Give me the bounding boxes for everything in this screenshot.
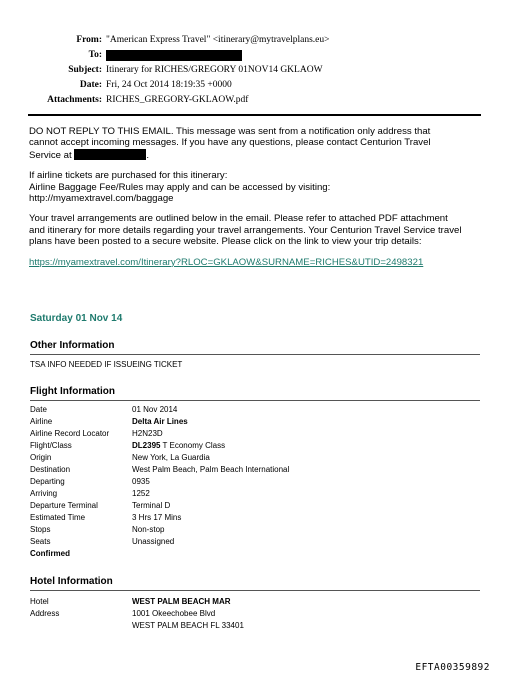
flight-detail-value: Delta Air Lines: [132, 417, 188, 426]
flight-detail-value: New York, La Guardia: [132, 453, 210, 462]
flight-detail-label: Airline Record Locator: [30, 429, 110, 438]
from-row: [0, 35, 512, 50]
section-divider: [30, 400, 480, 401]
redaction-bar: [74, 149, 146, 160]
flight-number: DL2395: [132, 441, 161, 450]
itinerary-link[interactable]: https://myamextravel.com/Itinerary?RLOC=GKLAOW&SURNAME=RICHES&UTID=2498321: [29, 256, 424, 268]
subject-row: [0, 65, 512, 80]
date-row: [0, 80, 512, 95]
flight-detail-label: Destination: [30, 465, 71, 474]
no-reply-paragraph: DO NOT REPLY TO THIS EMAIL. This message was sent from a notification only address that cannot accept incoming messages. If you have any questions, please contact Centurion Travel Service at .: [29, 126, 431, 161]
hotel-info-title: Hotel Information: [30, 576, 113, 587]
flight-detail-label: Stops: [30, 525, 51, 534]
flight-info-title: Flight Information: [30, 386, 115, 397]
document-id: EFTA00359892: [415, 662, 490, 673]
to-row: [0, 50, 512, 65]
header-divider: [28, 114, 481, 116]
flight-detail-value: Non-stop: [132, 525, 165, 534]
hotel-name: WEST PALM BEACH MAR: [132, 597, 231, 606]
attachments-label: Attachments:: [47, 95, 102, 105]
flight-detail-value: H2N23D: [132, 429, 163, 438]
flight-detail-value: 0935: [132, 477, 150, 486]
section-divider: [30, 354, 480, 355]
flight-status: Confirmed: [30, 549, 70, 558]
flight-detail-label: Airline: [30, 417, 53, 426]
flight-detail-label: Departure Terminal: [30, 501, 98, 510]
baggage-paragraph: If airline tickets are purchased for this itinerary: Airline Baggage Fee/Rules may apply and can be accessed by visiting: http://myamextravel.com/baggage: [29, 170, 489, 204]
arrangements-paragraph: Your travel arrangements are outlined below in the email. Please refer to attached PDF attachment and itinerary for more details regarding your travel arrangements. Your Centurion Travel Service travel plans have been posted to a secure website. Please click on the link to view your trip details:: [29, 213, 462, 248]
flight-detail-label: Seats: [30, 537, 51, 546]
flight-detail-label: Arriving: [30, 489, 58, 498]
email-body: [29, 126, 489, 268]
other-info-title: Other Information: [30, 340, 115, 351]
flight-detail-value: 1252: [132, 489, 150, 498]
flight-detail-value: West Palm Beach, Palm Beach International: [132, 465, 290, 474]
flight-detail-label: Estimated Time: [30, 513, 86, 522]
day-heading: Saturday 01 Nov 14: [30, 313, 123, 324]
flight-detail-value: 3 Hrs 17 Mins: [132, 513, 182, 522]
from-value: "American Express Travel" <itinerary@mytravelplans.eu>: [106, 35, 330, 45]
section-divider: [30, 590, 480, 591]
date-label: Date:: [79, 80, 102, 90]
flight-detail-label: Origin: [30, 453, 52, 462]
redaction-bar: [106, 50, 242, 61]
tsa-info-text: TSA INFO NEEDED IF ISSUEING TICKET: [30, 360, 183, 369]
flight-detail-value: Terminal D: [132, 501, 171, 510]
subject-label: Subject:: [68, 65, 102, 75]
flight-detail-value: 01 Nov 2014: [132, 405, 178, 414]
flight-detail-value: Unassigned: [132, 537, 175, 546]
date-value: Fri, 24 Oct 2014 18:19:35 +0000: [106, 80, 232, 90]
to-label: To:: [88, 50, 102, 60]
subject-value: Itinerary for RICHES/GREGORY 01NOV14 GKLAOW: [106, 65, 323, 75]
flight-detail-label: Departing: [30, 477, 65, 486]
flight-detail-label: Flight/Class: [30, 441, 72, 450]
baggage-link[interactable]: http://myamextravel.com/baggage: [29, 193, 174, 205]
email-header: [0, 35, 512, 110]
from-label: From:: [76, 35, 102, 45]
attachment-link[interactable]: RICHES_GREGORY-GKLAOW.pdf: [106, 95, 249, 105]
attachments-row: [0, 95, 512, 110]
flight-detail-value: DL2395 T Economy Class: [132, 441, 226, 450]
flight-detail-label: Date: [30, 405, 47, 414]
